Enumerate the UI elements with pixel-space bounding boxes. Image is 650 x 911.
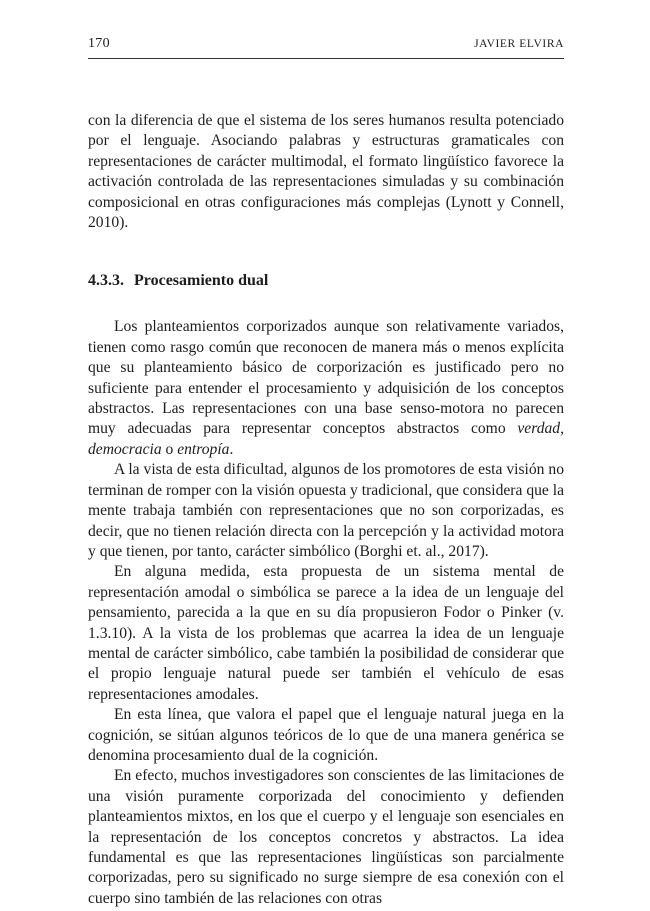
paragraph-5: En efecto, muchos investigadores son conscientes de las limitaciones de una visión puramente corporizada del conocimiento y defienden planteamientos mixtos, en los que el cuerpo y el lenguaje son esenciales en la representación de los conceptos concretos y abstractos. La idea fundamental es que las representaciones lingüísticas son parcialmente corporizadas, pero su significado no surge siempre de esa conexión con el cuerpo sino también de las relaciones con otras xyxy=(88,767,564,907)
section-title: Procesamiento dual xyxy=(134,272,269,290)
paragraph-4: En esta línea, que valora el papel que el lenguaje natural juega en la cognición, se sitúan algunos teóricos de lo que de una manera genérica se denomina procesamiento dual de la cognición. xyxy=(88,706,564,764)
intro-paragraph: con la diferencia de que el sistema de los seres humanos resulta potenciado por el lenguaje. Asociando palabras y estructuras gramaticales con representaciones de carácter multimodal, el formato lingüístico favorece la activación controlada de las representaciones simuladas y su combinación composicional en otras configuraciones más complejas (Lynott y Connell, 2010). xyxy=(88,112,564,232)
separator: , xyxy=(560,420,564,438)
paragraph-1-text: Los planteamientos corporizados aunque son relativamente variados, tienen como rasgo común que reconocen de manera más o menos explícita que su planteamiento básico de corporización es justificado pero no suficiente para entender el procesamiento y adquisición de los conceptos abstractos. Las representaciones con una base senso-motora no parecen muy adecuadas para representar conceptos abstractos como xyxy=(88,318,564,438)
paragraph-1 xyxy=(88,317,564,460)
paragraph-2: A la vista de esta dificultad, algunos de los promotores de esta visión no terminan de romper con la visión opuesta y tradicional, que considera que la mente trabaja también con representaciones que no son corporizadas, es decir, que no tienen relación directa con la percepción y la actividad motora y que tienen, por tanto, carácter simbólico (Borghi et. al., 2017). xyxy=(88,461,564,560)
term-verdad: verdad xyxy=(517,420,561,438)
running-head-author: JAVIER ELVIRA xyxy=(474,38,564,50)
book-page xyxy=(88,36,564,909)
paragraph-3: En alguna medida, esta propuesta de un sistema mental de representación amodal o simbólica se parece a la idea de un lenguaje del pensamiento, parecida a la que en su día propusieron Fodor o Pinker (v. 1.3.10). A la vista de los problemas que acarrea la idea de un lenguaje mental de carácter simbólico, cabe también la posibilidad de considerar que el propio lenguaje natural puede ser también el vehículo de esas representaciones amodales. xyxy=(88,563,564,703)
term-entropia: entropía xyxy=(177,440,230,458)
separator: o xyxy=(161,440,178,458)
running-header xyxy=(88,36,564,59)
term-democracia: democracia xyxy=(88,440,162,458)
sentence-end: . xyxy=(229,440,234,458)
section-number: 4.3.3. xyxy=(88,272,124,290)
section-heading xyxy=(88,271,564,291)
page-number: 170 xyxy=(88,36,110,51)
